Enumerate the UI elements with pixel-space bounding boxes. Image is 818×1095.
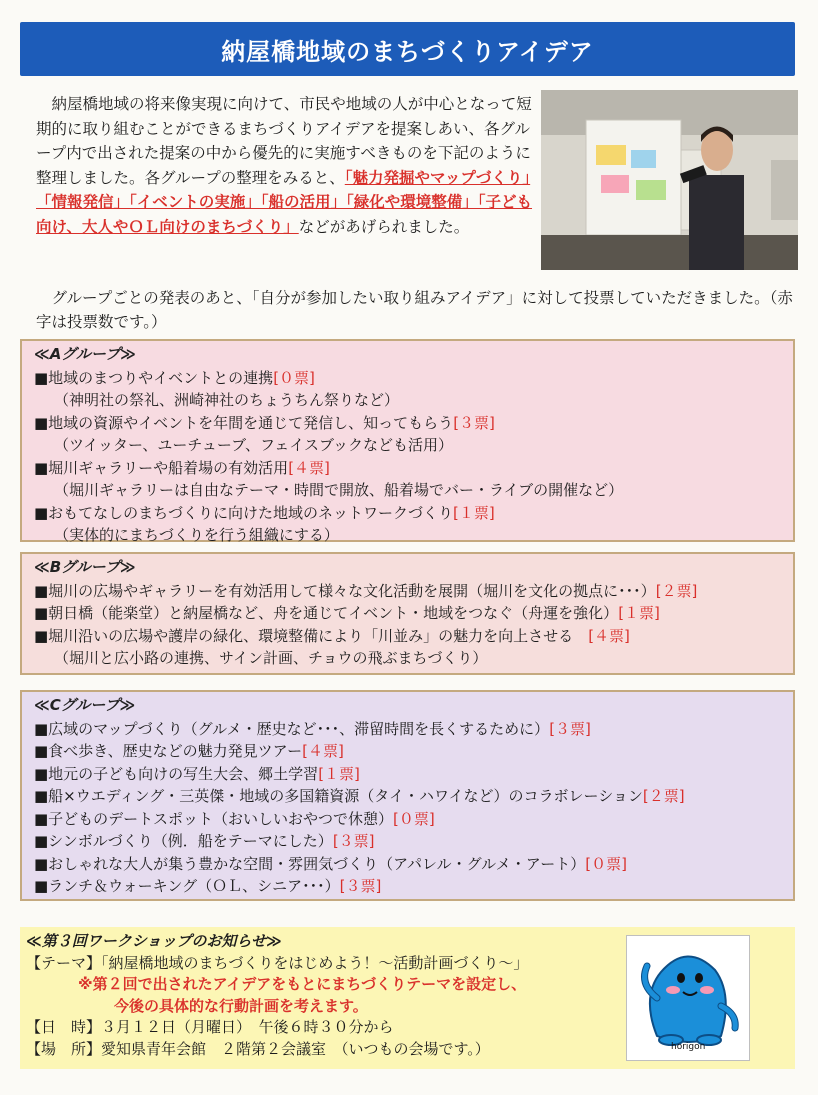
page-title: 納屋橋地域のまちづくりアイデア xyxy=(20,22,795,76)
intro-paragraph-2 xyxy=(36,286,796,334)
group-c-item-6: ■シンボルづくり（例．船をテーマにした）[３票] xyxy=(34,832,375,850)
group-b-item-1: ■堀川の広場やギャラリーを有効活用して様々な文化活動を展開（堀川を文化の拠点に･･･）[２票] xyxy=(34,581,698,600)
group-a-item-2: ■地域の資源やイベントを年間を通じて発信し、知ってもらう[３票] xyxy=(34,413,495,432)
group-c-item-8: ■ランチ＆ウォーキング（ＯＬ、シニア･･･）[３票] xyxy=(34,877,382,895)
group-c-item-3: ■地元の子ども向けの写生大会、郷土学習[１票] xyxy=(34,764,360,783)
votes-badge: [４票] xyxy=(288,458,330,477)
votes-badge: [４票] xyxy=(588,626,630,645)
notice-note-2: 今後の具体的な行動計画を考えます。 xyxy=(114,996,368,1015)
notice-datetime: 【日 時】３月１２日（月曜日） 午後６時３０分から xyxy=(26,1018,394,1036)
workshop-photo xyxy=(541,90,798,270)
group-a-item-4-sub: （実体的にまちづくりを行う組織にする） xyxy=(54,526,339,544)
group-a-item-3: ■堀川ギャラリーや船着場の有効活用[４票] xyxy=(34,458,330,477)
group-b-title: ≪Bグループ≫ xyxy=(34,558,136,576)
group-b-item-2: ■朝日橋（能楽堂）と納屋橋など、舟を通じてイベント・地域をつなぐ（舟運を強化）[１票] xyxy=(34,604,660,622)
intro-para2-text: グループごとの発表のあと、「自分が参加したい取り組みアイデア」に対して投票していただきました。（赤字は投票数です。） xyxy=(36,289,793,331)
group-a-item-1: ■地域のまつりやイベントとの連携[０票] xyxy=(34,368,315,387)
group-c-item-7: ■おしゃれな大人が集う豊かな空間・雰囲気づくり（アパレル・グルメ・アート）[０票] xyxy=(34,854,627,873)
intro-part2: などがあげられました。 xyxy=(298,217,470,236)
group-c-item-5: ■子どものデートスポット（おいしいおやつで休憩）[０票] xyxy=(34,809,435,828)
votes-badge: [２票] xyxy=(642,787,685,805)
group-c-title: ≪Cグループ≫ xyxy=(34,696,136,714)
votes-badge: [４票] xyxy=(302,742,344,760)
group-c-item-2: ■食べ歩き、歴史などの魅力発見ツアー[４票] xyxy=(34,742,344,760)
group-a-item-2-sub: （ツイッター、ユーチューブ、フェイスブックなども活用） xyxy=(54,436,454,454)
notice-note-1: ※第２回で出されたアイデアをもとにまちづくりテーマを設定し、 xyxy=(78,975,527,993)
group-a-item-4: ■おもてなしのまちづくりに向けた地域のネットワークづくり[１票] xyxy=(34,503,495,522)
votes-badge: [３票] xyxy=(549,719,591,738)
group-c-item-1: ■広域のマップづくり（グルメ・歴史など･･･、滞留時間を長くするために）[３票] xyxy=(34,719,591,738)
group-b-box xyxy=(20,552,795,675)
votes-badge: [１票] xyxy=(618,604,660,622)
group-a-item-3-sub: （堀川ギャラリーは自由なテーマ・時間で開放、船着場でバー・ライブの開催など） xyxy=(54,481,624,499)
group-a-item-1-sub: （神明社の祭礼、洲崎神社のちょうちん祭りなど） xyxy=(54,391,400,409)
notice-title: ≪第３回ワークショップのお知らせ≫ xyxy=(26,932,282,950)
votes-badge: [０票] xyxy=(273,368,315,387)
votes-badge: [３票] xyxy=(339,877,382,895)
notice-place: 【場 所】愛知県青年会館 ２階第２会議室 （いつもの会場です。） xyxy=(26,1039,490,1058)
group-c-item-4: ■船×ウエディング・三英傑・地域の多国籍資源（タイ・ハワイなど）のコラボレーション[２票] xyxy=(34,787,685,805)
group-b-item-3: ■堀川沿いの広場や護岸の緑化、環境整備により「川並み」の魅力を向上させる [４票] xyxy=(34,626,630,645)
group-a-title: ≪Aグループ≫ xyxy=(34,345,136,363)
votes-badge: [３票] xyxy=(453,413,495,432)
votes-badge: [０票] xyxy=(585,854,627,873)
votes-badge: [１票] xyxy=(453,503,495,522)
mascot-label: horigon xyxy=(671,1042,706,1052)
votes-badge: [３票] xyxy=(332,832,375,850)
votes-badge: [０票] xyxy=(393,809,435,828)
group-a-box xyxy=(20,339,795,542)
intro-highlight: 「魅力発掘やマップづくり」「情報発信」「イベントの実施」「船の活用」「緑化や環境整備」「子ども向け、大人やＯＬ向けのまちづくり」 xyxy=(36,168,533,236)
presenter-photo-illustration xyxy=(541,90,798,270)
votes-badge: [２票] xyxy=(655,581,698,600)
mascot-illustration xyxy=(626,935,750,1061)
group-c-box xyxy=(20,690,795,901)
notice-theme: 【テーマ】「納屋橋地域のまちづくりをはじめよう！～活動計画づくり～」 xyxy=(26,953,529,972)
group-b-item-3-sub: （堀川と広小路の連携、サイン計画、チョウの飛ぶまちづくり） xyxy=(54,649,488,667)
intro-text xyxy=(36,92,536,239)
intro-part1: 納屋橋地域の将来像実現に向けて、市民や地域の人が中心となって短期的に取り組むことができるまちづくりアイデアを提案しあい、各グループ内で出された提案の中から優先的に実施すべきものを下記のように整理しました。各グループの整理をみると、 xyxy=(36,95,532,187)
votes-badge: [１票] xyxy=(318,764,360,783)
